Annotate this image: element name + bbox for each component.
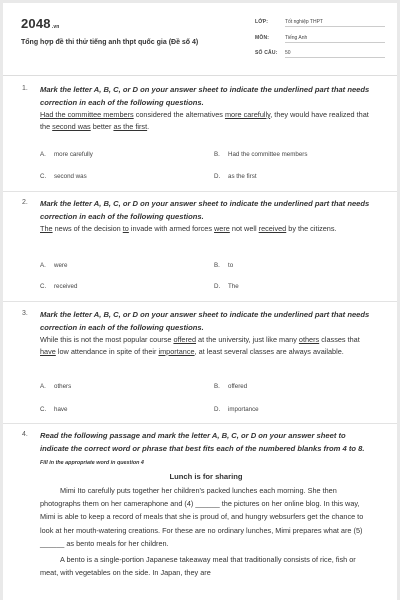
question-instruction: Mark the letter A, B, C, or D on your answer sheet to indicate the underlined part that needs correction in each of the following questions.	[40, 310, 370, 332]
option-text: Had the committee members	[228, 151, 308, 158]
stem-text: at the university, just like many	[196, 335, 299, 344]
option-d[interactable]	[214, 406, 259, 413]
stem-text: better	[90, 122, 114, 131]
option-a[interactable]	[40, 262, 67, 269]
passage-title: Lunch is for sharing	[169, 472, 243, 481]
option-a[interactable]	[40, 151, 93, 158]
question-stem	[40, 109, 372, 133]
stem-text: classes that	[319, 335, 360, 344]
underlined-part: have	[40, 347, 56, 356]
question-divider	[3, 423, 397, 424]
underlined-part: more carefully	[224, 110, 271, 119]
option-d[interactable]	[214, 173, 257, 180]
option-d[interactable]	[214, 283, 239, 290]
option-b[interactable]	[214, 151, 307, 158]
meta-class-label: LỚP:	[255, 19, 269, 25]
underlined-part: offered	[173, 335, 197, 344]
stem-text: low attendance in spite of their	[55, 347, 159, 356]
underlined-part: others	[298, 335, 320, 344]
option-letter: C.	[40, 283, 47, 290]
question-stem	[40, 334, 372, 358]
stem-text: by the citizens.	[286, 224, 337, 233]
underlined-part: received	[258, 224, 287, 233]
stem-text: While this is not the most popular course	[40, 335, 174, 344]
stem-text: .	[147, 122, 150, 131]
document-page	[3, 3, 397, 600]
meta-question-count-label: SỐ CÂU:	[255, 50, 278, 56]
option-a[interactable]	[40, 383, 71, 390]
meta-question-count-value: 50	[285, 50, 385, 58]
question-instruction: Mark the letter A, B, C, or D on your answer sheet to indicate the underlined part that needs correction in each of the following questions.	[40, 85, 370, 107]
option-b[interactable]	[214, 262, 233, 269]
option-text: more carefully	[54, 151, 93, 158]
underlined-part: Had the committee members	[40, 110, 134, 119]
question-divider	[3, 301, 397, 302]
option-text: received	[54, 283, 78, 290]
question-number: 4.	[22, 431, 28, 438]
option-c[interactable]	[40, 283, 77, 290]
question-number: 2.	[22, 199, 28, 206]
instruction-text: Read the following passage and mark the letter A, B, C, or D on your answer sheet to indicate the correct word or phrase that best fits each of the numbered blanks from 4 to 8.	[40, 431, 365, 453]
option-letter: A.	[40, 383, 46, 390]
option-text: The	[228, 283, 239, 290]
stem-text: , they would have realized that the	[40, 110, 369, 131]
option-letter: C.	[40, 173, 47, 180]
stem-text: not well	[229, 224, 259, 233]
option-letter: D.	[214, 173, 221, 180]
question-divider	[3, 191, 397, 192]
option-text: importance	[228, 406, 259, 413]
passage-paragraph-2: A bento is a single-portion Japanese takeaway meal that traditionally consists of rice, fish or meat, with vegetables on the side. In Japan, they are	[40, 555, 356, 578]
question-number: 3.	[22, 310, 28, 317]
question-instruction: Mark the letter A, B, C, or D on your answer sheet to indicate the underlined part that needs correction in each of the following questions.	[40, 199, 370, 221]
site-logo[interactable]	[21, 16, 60, 31]
question-stem	[40, 223, 372, 235]
option-letter: D.	[214, 406, 221, 413]
option-c[interactable]	[40, 406, 67, 413]
underlined-part: as the first	[113, 122, 148, 131]
option-letter: A.	[40, 151, 46, 158]
option-text: offered	[228, 383, 248, 390]
instruction-note: Fill in the appropriate word in question 4	[40, 460, 144, 466]
logo-main-text: 2048	[21, 16, 51, 31]
stem-text: news of the decision	[52, 224, 123, 233]
option-b[interactable]	[214, 383, 247, 390]
option-text: others	[54, 383, 72, 390]
stem-text: invade with armed forces	[128, 224, 215, 233]
option-letter: B.	[214, 383, 220, 390]
meta-subject-label: MÔN:	[255, 35, 270, 41]
document-header	[3, 3, 397, 73]
question-number: 1.	[22, 85, 28, 92]
logo-suffix-text: .vn	[51, 24, 60, 30]
header-divider	[3, 75, 397, 76]
underlined-part: second was	[52, 122, 91, 131]
option-text: have	[54, 406, 68, 413]
passage-paragraph-1: Mimi Ito carefully puts together her children's packed lunches each morning. She then photographs them on her cameraphone and (4) ______ the pictures on her online blog. In this way, Mimi is able to keep a record of meals that she is proud of, and hungry websurfers get the chance to look at her mouth-watering creations. For these are no ordinary lunches, Mimi prepares what are (5) ______ as bento meals for her children.	[40, 486, 364, 548]
question-instruction	[40, 429, 372, 470]
option-text: to	[228, 262, 234, 269]
underlined-part: were	[214, 224, 230, 233]
underlined-part: The	[40, 224, 53, 233]
option-letter: B.	[214, 151, 220, 158]
option-letter: B.	[214, 262, 220, 269]
option-letter: A.	[40, 262, 46, 269]
option-text: as the first	[228, 173, 257, 180]
document-title: Tổng hợp đề thi thử tiếng anh thpt quốc gia (Đề số 4)	[21, 39, 199, 46]
underlined-part: to	[122, 224, 129, 233]
stem-text: , at least several classes are always available.	[194, 347, 344, 356]
stem-text: considered the alternatives	[133, 110, 225, 119]
meta-class-value: Tốt nghiệp THPT	[285, 19, 385, 27]
option-text: were	[54, 262, 68, 269]
option-text: second was	[54, 173, 87, 180]
underlined-part: importance	[158, 347, 195, 356]
meta-subject-value: Tiếng Anh	[285, 35, 385, 43]
option-c[interactable]	[40, 173, 87, 180]
option-letter: D.	[214, 283, 221, 290]
option-letter: C.	[40, 406, 47, 413]
